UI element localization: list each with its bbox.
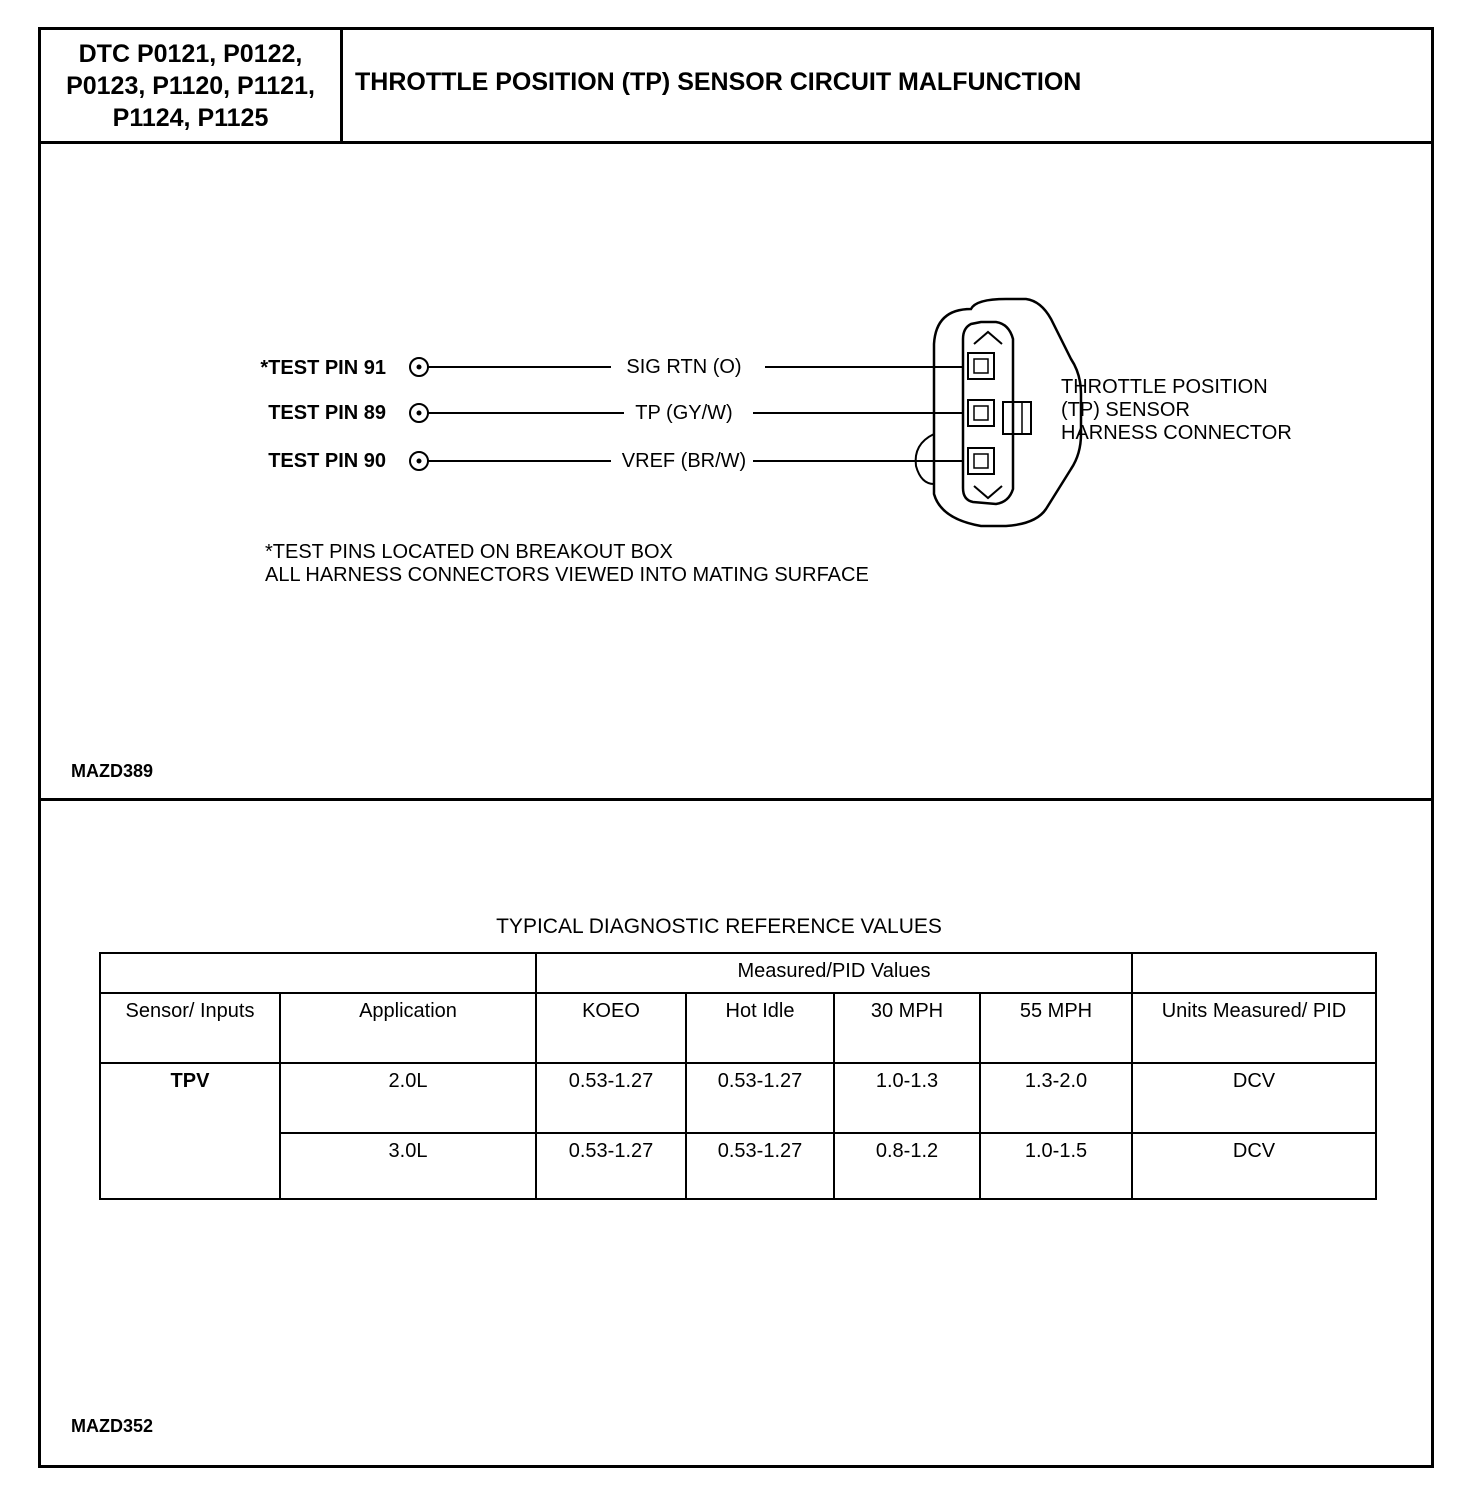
units-cell: DCV [1132,1063,1376,1133]
mph30-cell: 1.0-1.3 [834,1063,980,1133]
application-cell: 3.0L [280,1133,536,1199]
wire-label: TP (GY/W) [635,402,733,424]
column-header: 30 MPH [834,993,980,1063]
hot-idle-cell: 0.53-1.27 [686,1133,834,1199]
wiring-diagram-svg [41,144,1431,798]
column-header: Units Measured/ PID [1132,993,1376,1063]
section-divider [41,798,1431,801]
diagram-note: ALL HARNESS CONNECTORS VIEWED INTO MATING SURFACE [265,564,869,586]
test-pin-label: TEST PIN 90 [268,450,386,472]
column-header: Application [280,993,536,1063]
wire-label: VREF (BR/W) [621,450,747,472]
figure-id: MAZD352 [71,1416,154,1436]
group-header: Measured/PID Values [536,953,1132,993]
connector-label: HARNESS CONNECTOR [1061,422,1292,444]
mph55-cell: 1.0-1.5 [980,1133,1132,1199]
table-header-blank [100,953,536,993]
table-row [100,1063,1376,1133]
table-header-blank [1132,953,1376,993]
wire-label: SIG RTN (O) [626,356,742,378]
mph55-cell: 1.3-2.0 [980,1063,1132,1133]
table-row [100,1133,1376,1199]
column-header: KOEO [536,993,686,1063]
column-header: 55 MPH [980,993,1132,1063]
dtc-codes-cell [41,30,343,144]
dtc-line: P0123, P1120, P1121, [66,71,315,100]
koeo-cell: 0.53-1.27 [536,1063,686,1133]
table-title: TYPICAL DIAGNOSTIC REFERENCE VALUES [496,915,942,938]
connector-label: (TP) SENSOR [1061,399,1190,421]
dtc-line: DTC P0121, P0122, [78,39,303,68]
mph30-cell: 0.8-1.2 [834,1133,980,1199]
test-pin-label: TEST PIN 89 [268,402,386,424]
sensor-cell: TPV [100,1063,280,1199]
dtc-line: P1124, P1125 [112,103,269,132]
diagram-note: *TEST PINS LOCATED ON BREAKOUT BOX [265,541,673,563]
page-title: THROTTLE POSITION (TP) SENSOR CIRCUIT MALFUNCTION [343,30,1431,144]
column-header: Sensor/ Inputs [100,993,280,1063]
units-cell: DCV [1132,1133,1376,1199]
connector-label: THROTTLE POSITION [1061,376,1268,398]
test-pin-label: *TEST PIN 91 [260,357,386,379]
koeo-cell: 0.53-1.27 [536,1133,686,1199]
reference-values-table [99,952,1377,1200]
page-frame [38,27,1434,1468]
column-header: Hot Idle [686,993,834,1063]
application-cell: 2.0L [280,1063,536,1133]
hot-idle-cell: 0.53-1.27 [686,1063,834,1133]
wiring-diagram [41,144,1431,798]
figure-id: MAZD389 [71,761,154,781]
